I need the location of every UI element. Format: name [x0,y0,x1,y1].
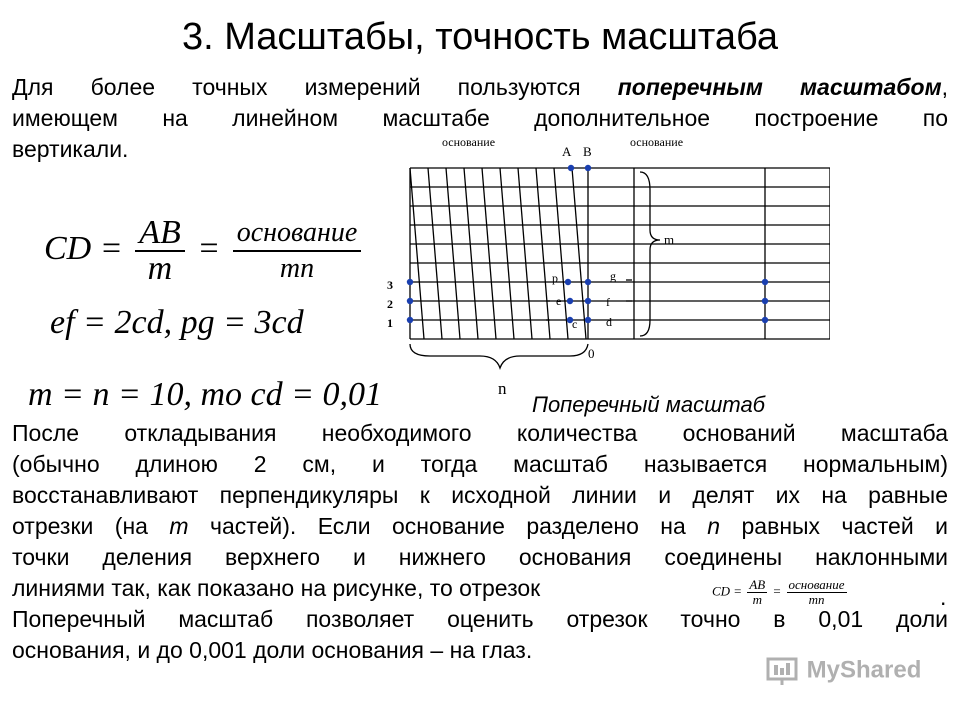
body-line4-m: m [169,513,189,539]
formula-cd-frac2 [233,216,362,286]
inline-formula-num1: AB [749,577,766,592]
intro-line1-post: , [941,74,948,100]
label-base-right: основание [630,135,684,149]
body-line2: (обычно длиною 2 см, и тогда масштаб называется нормальным) [12,451,948,477]
body-line4-mid: частей). Если основание разделено на [188,513,708,539]
body-line3: восстанавливают перпендикуляры к исходной линии и делят их на равные [12,482,948,508]
inline-formula-den2: mn [808,592,825,607]
formula-cd-eq: = [197,229,221,267]
formula-ef: ef = 2cd, pg = 3cd [50,304,304,341]
formula-cd-num1: AB [135,216,185,252]
intro-paragraph [12,72,948,134]
formula-cd-lhs: CD = [44,229,123,267]
inline-formula-num2: основание [788,577,845,592]
inline-formula-frac1 [747,578,767,607]
intro-line2: имеющем на линейном масштабе дополнительное построение по [12,105,948,131]
formula-cd-frac1 [135,216,185,286]
body-line6-end: . [940,584,947,610]
formula-cd-num2: основание [233,216,362,252]
watermark-text: MyShared [806,656,922,684]
body-line4-pre: отрезки (на [12,513,170,539]
label-e: e [556,294,562,308]
intro-line3: вертикали. [12,136,129,162]
label-base-left: основание [442,135,496,149]
body-line4-end: равных частей и [720,513,948,539]
formula-cd-den2: mn [279,253,315,284]
formula-cd-den1: m [147,250,173,287]
inline-formula [712,578,849,607]
formula-cd [44,216,365,286]
label-p: p [552,271,558,285]
body-line6: линиями так, как показано на рисунке, то отрезок [12,575,541,601]
inline-formula-frac2 [787,578,847,607]
body-paragraph [12,418,948,666]
label-n: n [498,379,507,398]
transverse-scale-diagram [370,130,830,400]
label-c: c [572,317,578,331]
intro-line1-pre: Для более точных измерений пользуются [12,74,618,100]
label-zero: 0 [588,346,595,361]
label-row-3: 3 [387,278,393,292]
label-row-1: 1 [387,316,393,330]
inline-formula-eq: = [772,583,782,599]
watermark [766,656,946,696]
body-line8: основания, и до 0,001 доли основания – на глаз. [12,637,533,663]
page-title: 3. Масштабы, точность масштаба [181,16,779,58]
presentation-icon [766,656,800,686]
formula-mn: m = n = 10, то cd = 0,01 [28,376,383,413]
label-row-2: 2 [387,297,393,311]
body-line1: После откладывания необходимого количества оснований масштаба [12,420,948,446]
label-A: A [562,144,572,159]
label-d: d [606,315,612,329]
label-g: g [610,269,616,283]
inline-formula-lhs: CD = [712,583,743,599]
inline-formula-den1: m [752,592,762,607]
body-line4 [12,511,948,542]
body-line7: Поперечный масштаб позволяет оценить отрезок точно в 0,01 доли [12,606,948,632]
diagram-caption: Поперечный масштаб [532,392,766,417]
body-line4-n: n [707,513,721,539]
label-f: f [606,295,610,309]
label-m: m [664,232,675,247]
body-line5: точки деления верхнего и нижнего основания соединены наклонными [12,544,948,570]
intro-term: поперечным масштабом [617,74,942,100]
label-B: B [583,144,592,159]
